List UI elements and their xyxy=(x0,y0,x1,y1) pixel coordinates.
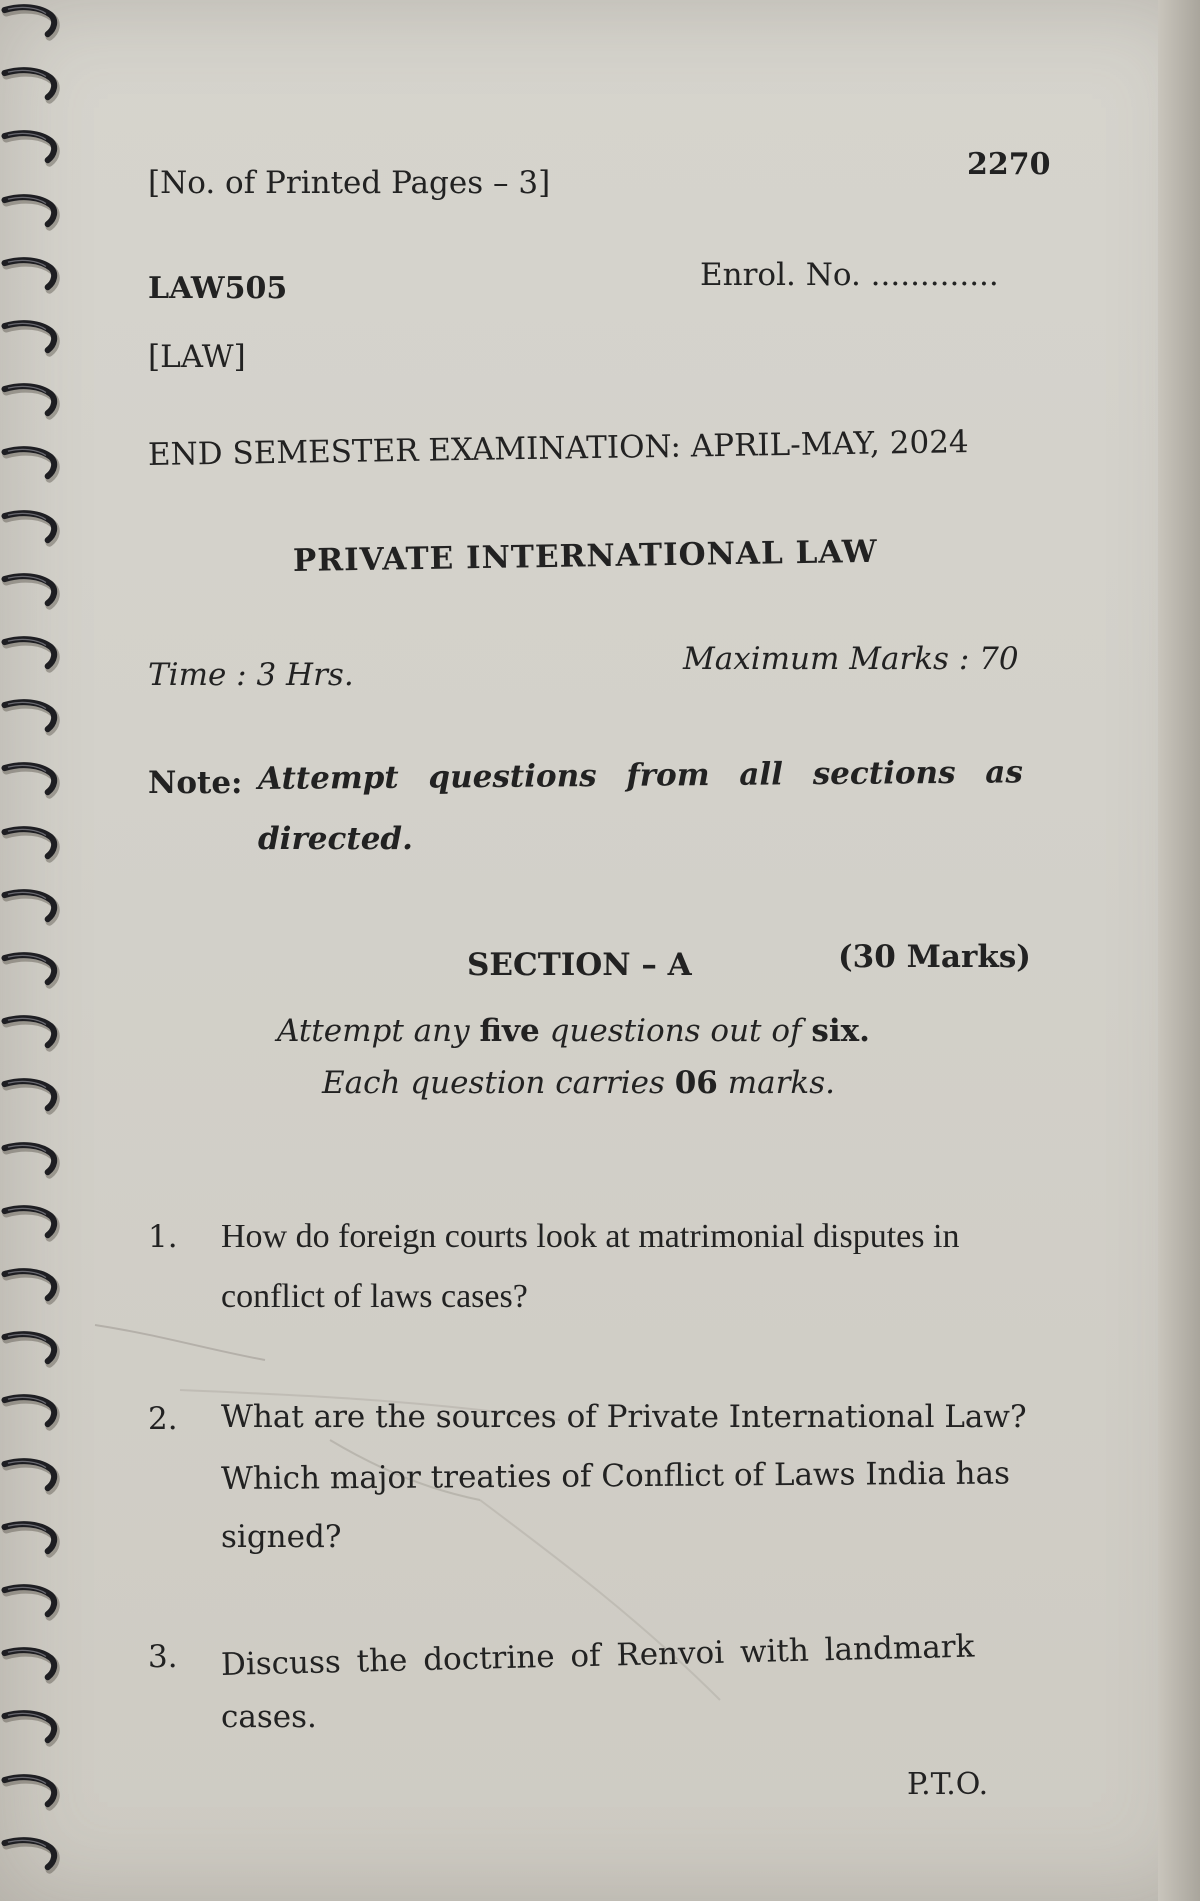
binding-ring xyxy=(0,699,66,737)
question-text: Discuss the doctrine of Renvoi with landmark xyxy=(220,1628,975,1683)
binding-ring xyxy=(0,636,66,674)
binding-ring xyxy=(0,1521,66,1559)
binding-ring xyxy=(0,1142,66,1180)
binding-ring xyxy=(0,320,66,358)
enrol-number-label: Enrol. No. ............. xyxy=(700,257,999,293)
binding-ring xyxy=(0,1205,66,1243)
binding-ring xyxy=(0,194,66,232)
binding-ring xyxy=(0,826,66,864)
binding-ring xyxy=(0,1268,66,1306)
note-text-continued: directed. xyxy=(258,821,413,857)
binding-ring xyxy=(0,4,66,42)
section-a-instruction: Attempt any five questions out of six. xyxy=(277,1013,870,1049)
binding-ring xyxy=(0,510,66,548)
binding-ring xyxy=(0,1584,66,1622)
exam-duration: Time : 3 Hrs. xyxy=(148,657,354,693)
paper-title: PRIVATE INTERNATIONAL LAW xyxy=(292,533,878,579)
binding-ring xyxy=(0,1458,66,1496)
printed-pages: [No. of Printed Pages – 3] xyxy=(148,165,551,201)
course-code: LAW505 xyxy=(148,271,288,306)
binding-ring xyxy=(0,383,66,421)
question-text: signed? xyxy=(221,1519,342,1555)
binding-ring xyxy=(0,130,66,168)
binding-ring xyxy=(0,1331,66,1369)
exam-title: END SEMESTER EXAMINATION: APRIL-MAY, 2024 xyxy=(147,424,969,473)
question-number: 3. xyxy=(148,1639,178,1675)
section-a-marks: (30 Marks) xyxy=(838,939,1031,975)
page-turn-over: P.T.O. xyxy=(907,1767,989,1802)
note-text: Attempt questions from all sections as xyxy=(257,754,1024,797)
binding-ring xyxy=(0,889,66,927)
subject-group: [LAW] xyxy=(148,339,246,375)
maximum-marks: Maximum Marks : 70 xyxy=(683,641,1019,677)
question-number: 2. xyxy=(148,1401,178,1437)
question-text: Which major treaties of Conflict of Laws India has xyxy=(220,1455,1011,1497)
binding-ring xyxy=(0,1394,66,1432)
note-label: Note: xyxy=(148,765,243,801)
spiral-binding xyxy=(0,0,70,1901)
binding-ring xyxy=(0,1015,66,1053)
binding-ring xyxy=(0,257,66,295)
binding-ring xyxy=(0,573,66,611)
binding-ring xyxy=(0,1774,66,1812)
question-text: What are the sources of Private International Law? xyxy=(221,1399,1027,1435)
code-number: 2270 xyxy=(967,147,1051,182)
binding-ring xyxy=(0,446,66,484)
section-a-marks-per-question: Each question carries 06 marks. xyxy=(322,1065,835,1101)
binding-ring xyxy=(0,952,66,990)
binding-ring xyxy=(0,1078,66,1116)
question-text: How do foreign courts look at matrimonial disputes in xyxy=(221,1218,960,1255)
question-number: 1. xyxy=(148,1219,178,1255)
binding-ring xyxy=(0,762,66,800)
binding-ring xyxy=(0,67,66,105)
binding-ring xyxy=(0,1710,66,1748)
binding-ring xyxy=(0,1647,66,1685)
question-text: conflict of laws cases? xyxy=(221,1278,528,1315)
section-a-heading: SECTION – A xyxy=(467,947,692,983)
binding-ring xyxy=(0,1837,66,1875)
question-text: cases. xyxy=(221,1699,317,1735)
